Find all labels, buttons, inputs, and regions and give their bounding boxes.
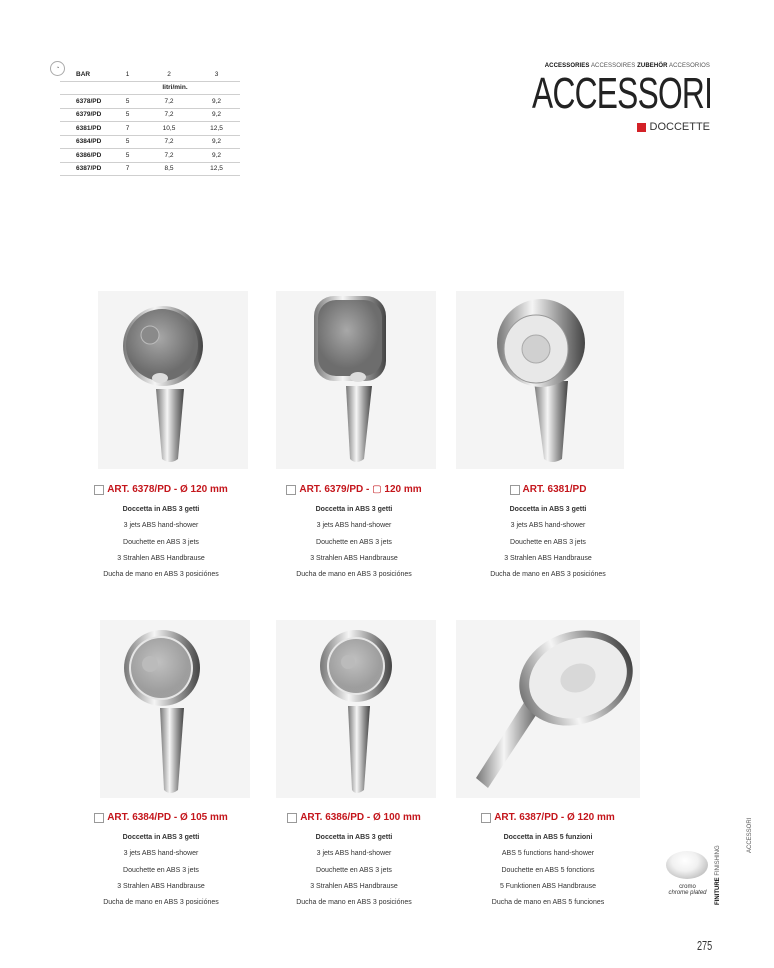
table-cell: 6386/PD bbox=[76, 151, 102, 159]
chrome-swatch bbox=[666, 851, 708, 879]
desc-fr: Douchette en ABS 5 fonctions bbox=[501, 866, 595, 874]
product-code-text: ART. 6381/PD bbox=[522, 484, 587, 495]
subtitle-text: DOCCETTE bbox=[649, 121, 710, 133]
desc-en: 3 jets ABS hand-shower bbox=[123, 850, 199, 858]
product-code bbox=[259, 812, 449, 823]
table-cell: 5 bbox=[125, 151, 130, 159]
table-unit-row bbox=[60, 82, 240, 96]
table-cell: 5 bbox=[125, 97, 130, 105]
section-subtitle bbox=[637, 121, 711, 133]
desc-en: ABS 5 functions hand-shower bbox=[501, 850, 595, 858]
product-image-6384 bbox=[100, 620, 250, 798]
desc-es: Ducha de mano en ABS 3 posiciónes bbox=[296, 571, 412, 579]
red-square-icon bbox=[637, 123, 646, 132]
product-card-6387 bbox=[453, 812, 643, 911]
table-header-cell: 1 bbox=[125, 70, 130, 78]
table-cell: 7,2 bbox=[164, 97, 174, 105]
table-header-cell: 2 bbox=[167, 70, 171, 78]
desc-es: Ducha de mano en ABS 3 posiciónes bbox=[490, 571, 606, 579]
table-cell: 6384/PD bbox=[76, 138, 102, 146]
lang-de: ZUBEHÖR bbox=[637, 63, 668, 69]
lang-fr: ACCESSOIRES bbox=[590, 63, 636, 69]
lang-es: ACCESORIOS bbox=[668, 63, 710, 69]
table-cell: 7,2 bbox=[164, 138, 174, 146]
desc-es: Ducha de mano en ABS 3 posiciónes bbox=[296, 899, 412, 907]
table-header-cell: 3 bbox=[214, 70, 219, 78]
finishing-label bbox=[715, 845, 721, 905]
desc-en: 3 jets ABS hand-shower bbox=[123, 522, 199, 530]
desc-es: Ducha de mano en ABS 3 posiciónes bbox=[103, 571, 219, 579]
side-section-label: ACCESSORI bbox=[747, 817, 753, 853]
table-row bbox=[60, 109, 240, 123]
table-cell: 9,2 bbox=[211, 111, 222, 119]
page-number: 275 bbox=[697, 938, 713, 953]
checkbox-icon bbox=[481, 813, 491, 823]
checkbox-icon bbox=[286, 485, 296, 495]
table-cell: 5 bbox=[125, 138, 130, 146]
desc-de: 3 Strahlen ABS Handbrause bbox=[310, 882, 398, 890]
page-title: ACCESSORI bbox=[531, 69, 712, 118]
product-image-6386 bbox=[276, 620, 436, 798]
product-code-text: ART. 6379/PD - ▢ 120 mm bbox=[299, 484, 422, 495]
lang-en: ACCESSORIES bbox=[544, 63, 590, 69]
desc-fr: Douchette en ABS 3 jets bbox=[316, 538, 392, 546]
desc-en: 3 jets ABS hand-shower bbox=[316, 522, 392, 530]
product-code-text: ART. 6378/PD - Ø 120 mm bbox=[107, 484, 228, 495]
table-cell: 7,2 bbox=[164, 111, 174, 119]
desc-it: Doccetta in ABS 3 getti bbox=[122, 834, 200, 841]
product-code bbox=[66, 812, 256, 823]
desc-it: Doccetta in ABS 3 getti bbox=[315, 834, 393, 841]
product-code-text: ART. 6387/PD - Ø 120 mm bbox=[494, 812, 615, 823]
desc-es: Ducha de mano en ABS 3 posiciónes bbox=[103, 899, 219, 907]
table-header-cell: BAR bbox=[76, 70, 91, 78]
table-cell: 8,5 bbox=[164, 165, 174, 173]
desc-de: 3 Strahlen ABS Handbrause bbox=[504, 554, 592, 562]
product-image-6379 bbox=[276, 291, 436, 469]
desc-es: Ducha de mano en ABS 5 funciones bbox=[491, 899, 605, 907]
table-cell: 7 bbox=[125, 124, 130, 132]
product-image-6378 bbox=[98, 291, 248, 469]
table-cell: 9,2 bbox=[211, 138, 222, 146]
finishing-text: FINISHING bbox=[715, 845, 721, 876]
product-card-6378 bbox=[66, 484, 256, 583]
checkbox-icon bbox=[94, 813, 104, 823]
flow-rate-table bbox=[60, 68, 240, 176]
table-cell: 9,2 bbox=[211, 97, 222, 105]
product-card-6386 bbox=[259, 812, 449, 911]
checkbox-icon bbox=[510, 485, 520, 495]
desc-fr: Douchette en ABS 3 jets bbox=[316, 866, 392, 874]
product-card-6379 bbox=[259, 484, 449, 583]
desc-fr: Douchette en ABS 3 jets bbox=[123, 866, 199, 874]
table-unit: litri/min. bbox=[162, 84, 188, 92]
desc-de: 5 Funktionen ABS Handbrause bbox=[499, 882, 597, 890]
table-cell: 10,5 bbox=[162, 124, 176, 132]
checkbox-icon bbox=[287, 813, 297, 823]
desc-de: 3 Strahlen ABS Handbrause bbox=[117, 882, 205, 890]
desc-it: Doccetta in ABS 3 getti bbox=[315, 506, 393, 513]
desc-en: 3 jets ABS hand-shower bbox=[316, 850, 392, 858]
finiture-label: FINITURE bbox=[715, 877, 721, 905]
table-row bbox=[60, 163, 240, 177]
table-row bbox=[60, 149, 240, 163]
table-header-row bbox=[60, 68, 240, 82]
table-cell: 6381/PD bbox=[76, 124, 102, 132]
table-cell: 6379/PD bbox=[76, 111, 102, 119]
table-cell: 6378/PD bbox=[76, 97, 102, 105]
table-row bbox=[60, 136, 240, 150]
desc-de: 3 Strahlen ABS Handbrause bbox=[117, 554, 205, 562]
table-cell: 5 bbox=[125, 111, 130, 119]
checkbox-icon bbox=[94, 485, 104, 495]
table-cell: 7 bbox=[125, 165, 130, 173]
table-cell: 12,5 bbox=[210, 165, 223, 173]
desc-it: Doccetta in ABS 5 funzioni bbox=[503, 834, 593, 841]
product-card-6384 bbox=[66, 812, 256, 911]
desc-fr: Douchette en ABS 3 jets bbox=[510, 538, 586, 546]
product-code bbox=[259, 484, 449, 495]
product-card-6381 bbox=[453, 484, 643, 583]
product-image-6381 bbox=[456, 291, 624, 469]
desc-it: Doccetta in ABS 3 getti bbox=[122, 506, 200, 513]
desc-de: 3 Strahlen ABS Handbrause bbox=[310, 554, 398, 562]
table-cell: 12,5 bbox=[210, 124, 223, 132]
product-code bbox=[453, 484, 643, 495]
product-image-6387 bbox=[456, 620, 640, 798]
desc-it: Doccetta in ABS 3 getti bbox=[509, 506, 587, 513]
swatch-name-en: chrome plated bbox=[668, 890, 707, 896]
product-code-text: ART. 6386/PD - Ø 100 mm bbox=[300, 812, 421, 823]
flow-icon: ◔ bbox=[50, 61, 65, 76]
table-cell: 7,2 bbox=[164, 151, 174, 159]
table-row bbox=[60, 122, 240, 136]
desc-fr: Douchette en ABS 3 jets bbox=[123, 538, 199, 546]
desc-en: 3 jets ABS hand-shower bbox=[510, 522, 586, 530]
table-cell: 6387/PD bbox=[76, 165, 102, 173]
product-code-text: ART. 6384/PD - Ø 105 mm bbox=[107, 812, 228, 823]
table-cell: 9,2 bbox=[211, 151, 222, 159]
table-row bbox=[60, 95, 240, 109]
swatch-label bbox=[660, 884, 715, 896]
product-code bbox=[453, 812, 643, 823]
swatch-name: cromo bbox=[679, 884, 696, 890]
product-code bbox=[66, 484, 256, 495]
